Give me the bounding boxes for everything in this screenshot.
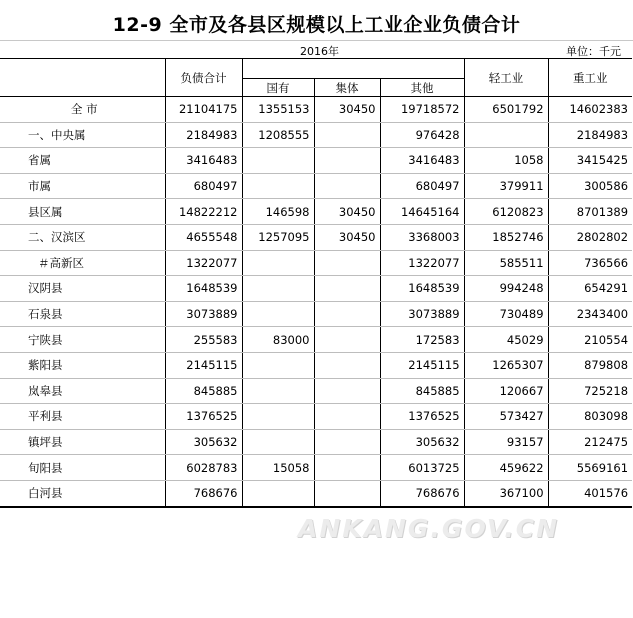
cell-other: 680497: [380, 173, 464, 199]
header-ownership-group: [242, 59, 464, 79]
cell-total: 1648539: [165, 276, 242, 302]
table-row: [0, 327, 632, 353]
header-light-industry: 轻工业: [464, 59, 548, 97]
cell-state: [242, 250, 314, 276]
cell-light: 45029: [464, 327, 548, 353]
cell-state: [242, 148, 314, 174]
table-row: [0, 173, 632, 199]
table-row: [0, 122, 632, 148]
cell-state: 1257095: [242, 224, 314, 250]
cell-light: 6120823: [464, 199, 548, 225]
cell-light: 6501792: [464, 97, 548, 123]
cell-other: 19718572: [380, 97, 464, 123]
cell-state: [242, 173, 314, 199]
row-region-name: ＃高新区: [0, 250, 165, 276]
cell-heavy: 5569161: [548, 455, 632, 481]
row-region-name: 旬阳县: [0, 455, 165, 481]
row-region-name: 白河县: [0, 480, 165, 506]
table-row: [0, 97, 632, 123]
cell-light: 367100: [464, 480, 548, 506]
table-row: [0, 301, 632, 327]
cell-light: 93157: [464, 429, 548, 455]
cell-other: 1376525: [380, 404, 464, 430]
cell-state: [242, 352, 314, 378]
debt-table: [0, 58, 632, 508]
row-region-name: 汉阴县: [0, 276, 165, 302]
cell-light: 459622: [464, 455, 548, 481]
cell-total: 3073889: [165, 301, 242, 327]
table-row: [0, 199, 632, 225]
table-row: [0, 404, 632, 430]
table-row: [0, 429, 632, 455]
cell-light: 1058: [464, 148, 548, 174]
cell-heavy: 2802802: [548, 224, 632, 250]
watermark: ANKANG.GOV.CN: [298, 514, 560, 543]
cell-collective: [314, 148, 380, 174]
cell-heavy: 736566: [548, 250, 632, 276]
cell-other: 3073889: [380, 301, 464, 327]
row-region-name: 一、中央属: [0, 122, 165, 148]
cell-heavy: 725218: [548, 378, 632, 404]
table-row: [0, 224, 632, 250]
cell-other: 172583: [380, 327, 464, 353]
cell-other: 1322077: [380, 250, 464, 276]
cell-total: 1322077: [165, 250, 242, 276]
cell-total: 21104175: [165, 97, 242, 123]
cell-light: 994248: [464, 276, 548, 302]
row-region-name: 岚皋县: [0, 378, 165, 404]
cell-heavy: 3415425: [548, 148, 632, 174]
year-label: 2016年: [300, 45, 339, 58]
cell-other: 768676: [380, 480, 464, 506]
cell-heavy: 654291: [548, 276, 632, 302]
row-region-name: 省属: [0, 148, 165, 174]
header-state: 国有: [242, 79, 314, 97]
unit-label: 单位：千元: [566, 45, 621, 58]
cell-other: 1648539: [380, 276, 464, 302]
cell-other: 2145115: [380, 352, 464, 378]
cell-heavy: 401576: [548, 480, 632, 506]
header-heavy-industry: 重工业: [548, 59, 632, 97]
cell-collective: [314, 378, 380, 404]
cell-total: 680497: [165, 173, 242, 199]
cell-collective: [314, 429, 380, 455]
cell-total: 305632: [165, 429, 242, 455]
cell-collective: [314, 301, 380, 327]
cell-heavy: 879808: [548, 352, 632, 378]
header-region: [0, 59, 165, 97]
table-row: [0, 480, 632, 506]
cell-other: 305632: [380, 429, 464, 455]
cell-collective: 30450: [314, 199, 380, 225]
cell-total: 4655548: [165, 224, 242, 250]
cell-state: [242, 429, 314, 455]
table-row: [0, 250, 632, 276]
cell-state: 146598: [242, 199, 314, 225]
row-region-name: 市属: [0, 173, 165, 199]
cell-other: 976428: [380, 122, 464, 148]
cell-total: 1376525: [165, 404, 242, 430]
cell-collective: [314, 480, 380, 506]
header-total: 负债合计: [165, 59, 242, 97]
header-collective: 集体: [314, 79, 380, 97]
cell-heavy: 300586: [548, 173, 632, 199]
cell-total: 2184983: [165, 122, 242, 148]
cell-collective: [314, 404, 380, 430]
page-title: 12-9 全市及各县区规模以上工业企业负债合计: [112, 14, 521, 36]
table-row: [0, 352, 632, 378]
cell-state: 1208555: [242, 122, 314, 148]
table-row: [0, 378, 632, 404]
cell-light: 1852746: [464, 224, 548, 250]
row-region-name: 石泉县: [0, 301, 165, 327]
cell-state: [242, 276, 314, 302]
cell-collective: [314, 173, 380, 199]
table-row: [0, 455, 632, 481]
cell-light: 573427: [464, 404, 548, 430]
cell-light: 585511: [464, 250, 548, 276]
cell-heavy: 8701389: [548, 199, 632, 225]
cell-collective: [314, 352, 380, 378]
cell-light: 379911: [464, 173, 548, 199]
cell-light: 1265307: [464, 352, 548, 378]
cell-collective: [314, 327, 380, 353]
cell-collective: [314, 250, 380, 276]
cell-state: [242, 378, 314, 404]
cell-other: 845885: [380, 378, 464, 404]
table-row: [0, 276, 632, 302]
cell-light: [464, 122, 548, 148]
row-region-name: 镇坪县: [0, 429, 165, 455]
cell-total: 3416483: [165, 148, 242, 174]
cell-total: 768676: [165, 480, 242, 506]
row-region-name: 紫阳县: [0, 352, 165, 378]
cell-heavy: 2184983: [548, 122, 632, 148]
row-region-name: 宁陕县: [0, 327, 165, 353]
cell-other: 6013725: [380, 455, 464, 481]
cell-total: 255583: [165, 327, 242, 353]
cell-state: [242, 404, 314, 430]
cell-total: 6028783: [165, 455, 242, 481]
cell-light: 120667: [464, 378, 548, 404]
cell-state: 83000: [242, 327, 314, 353]
cell-state: 1355153: [242, 97, 314, 123]
cell-collective: [314, 276, 380, 302]
cell-collective: [314, 122, 380, 148]
row-region-name: 平利县: [0, 404, 165, 430]
cell-collective: [314, 455, 380, 481]
cell-collective: 30450: [314, 97, 380, 123]
cell-total: 845885: [165, 378, 242, 404]
cell-state: 15058: [242, 455, 314, 481]
table-body: [0, 97, 632, 507]
cell-total: 2145115: [165, 352, 242, 378]
cell-collective: 30450: [314, 224, 380, 250]
cell-total: 14822212: [165, 199, 242, 225]
cell-other: 3368003: [380, 224, 464, 250]
cell-other: 14645164: [380, 199, 464, 225]
cell-heavy: 14602383: [548, 97, 632, 123]
cell-heavy: 803098: [548, 404, 632, 430]
cell-heavy: 212475: [548, 429, 632, 455]
row-region-name: 全 市: [0, 97, 165, 123]
meta-row: [0, 40, 633, 59]
cell-light: 730489: [464, 301, 548, 327]
row-region-name: 县区属: [0, 199, 165, 225]
cell-heavy: 210554: [548, 327, 632, 353]
cell-state: [242, 301, 314, 327]
cell-other: 3416483: [380, 148, 464, 174]
cell-state: [242, 480, 314, 506]
table-row: [0, 148, 632, 174]
cell-heavy: 2343400: [548, 301, 632, 327]
row-region-name: 二、汉滨区: [0, 224, 165, 250]
header-other: 其他: [380, 79, 464, 97]
